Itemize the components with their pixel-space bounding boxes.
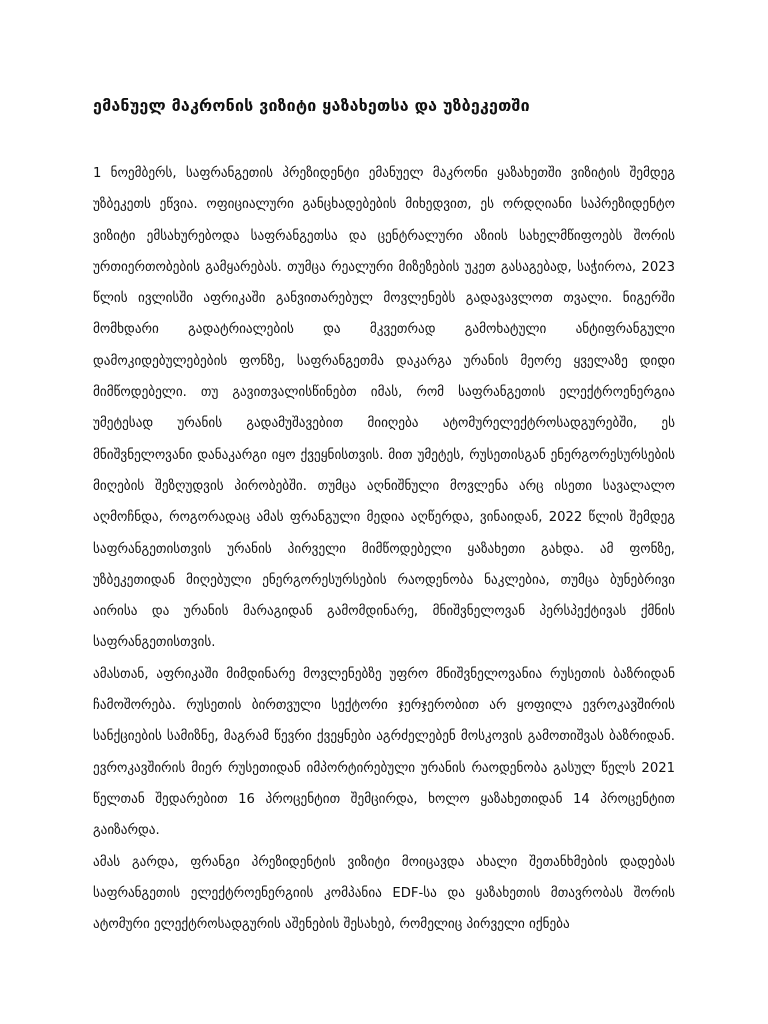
paragraph: ამასთან, აფრიკაში მიმდინარე მოვლენებზე უფრო მნიშვნელოვანია რუსეთის ბაზრიდან ჩამოშორება. რუსეთის ბირთვული სექტორი ჯერჯერობით არ ყოფილა ევროკავშირის სანქციების სამიზნე, მაგრამ წევრი ქვეყნები აგრძელებენ მოსკოვის გამოთიშვას ბაზრიდან. ევროკავშირის მიერ რუსეთიდან იმპორტირებული ურანის რაოდენობა გასულ წელს 2021 წელთან შედარებით 16 პროცენტით შემცირდა, ხოლო ყაზახეთიდან 14 პროცენტით გაიზარდა. (93, 666, 675, 839)
paragraph: ამას გარდა, ფრანგი პრეზიდენტის ვიზიტი მოიცავდა ახალი შეთანხმების დადებას საფრანგეთის ელექტროენერგიის კომპანია EDF-სა და ყაზახეთის მთავრობას შორის ატომური ელექტროსადგურის აშენების შესახებ, რომელიც პირველი იქნება (93, 854, 675, 933)
document-body (93, 158, 675, 940)
document-title: ემანუელ მაკრონის ვიზიტი ყაზახეთსა და უზბეკეთში (93, 96, 530, 115)
paragraph: 1 ნოემბერს, საფრანგეთის პრეზიდენტი ემანუელ მაკრონი ყაზახეთში ვიზიტის შემდეგ უზბეკეთს ეწვია. ოფიციალური განცხადებების მიხედვით, ეს ორდღიანი საპრეზიდენტო ვიზიტი ემსახურებოდა საფრანგეთსა და ცენტრალური აზიის სახელმწიფოებს შორის ურთიერთობების გამყარებას. თუმცა რეალური მიზეზების უკეთ გასაგებად, საჭიროა, 2023 წლის ივლისში აფრიკაში განვითარებულ მოვლენებს გადავავლოთ თვალი. ნიგერში მომხდარი გადატრიალების და მკვეთრად გამოხატული ანტიფრანგული დამოკიდებულებების ფონზე, საფრანგეთმა დაკარგა ურანის მეორე ყველაზე დიდი მიმწოდებელი. თუ გავითვალისწინებთ იმას, რომ საფრანგეთის ელექტროენერგია უმეტესად ურანის გადამუშავებით მიიღება ატომურელექტროსადგურებში, ეს მნიშვნელოვანი დანაკარგი იყო ქვეყნისთვის. მით უმეტეს, რუსეთისგან ენერგორესურსების მიღების შეზღუდვის პირობებში. თუმცა აღნიშნული მოვლენა არც ისეთი სავალალო აღმოჩნდა, როგორადაც ამას ფრანგული მედია აღწერდა, ვინაიდან, 2022 წლის შემდეგ საფრანგეთისთვის ურანის პირველი მიმწოდებელი ყაზახეთი გახდა. ამ ფონზე, უზბეკეთიდან მიღებული ენერგორესურსების რაოდენობა ნაკლებია, თუმცა ბუნებრივი აირისა და ურანის მარაგიდან გამომდინარე, მნიშვნელოვან პერსპექტივას ქმნის საფრანგეთისთვის. (93, 166, 675, 651)
